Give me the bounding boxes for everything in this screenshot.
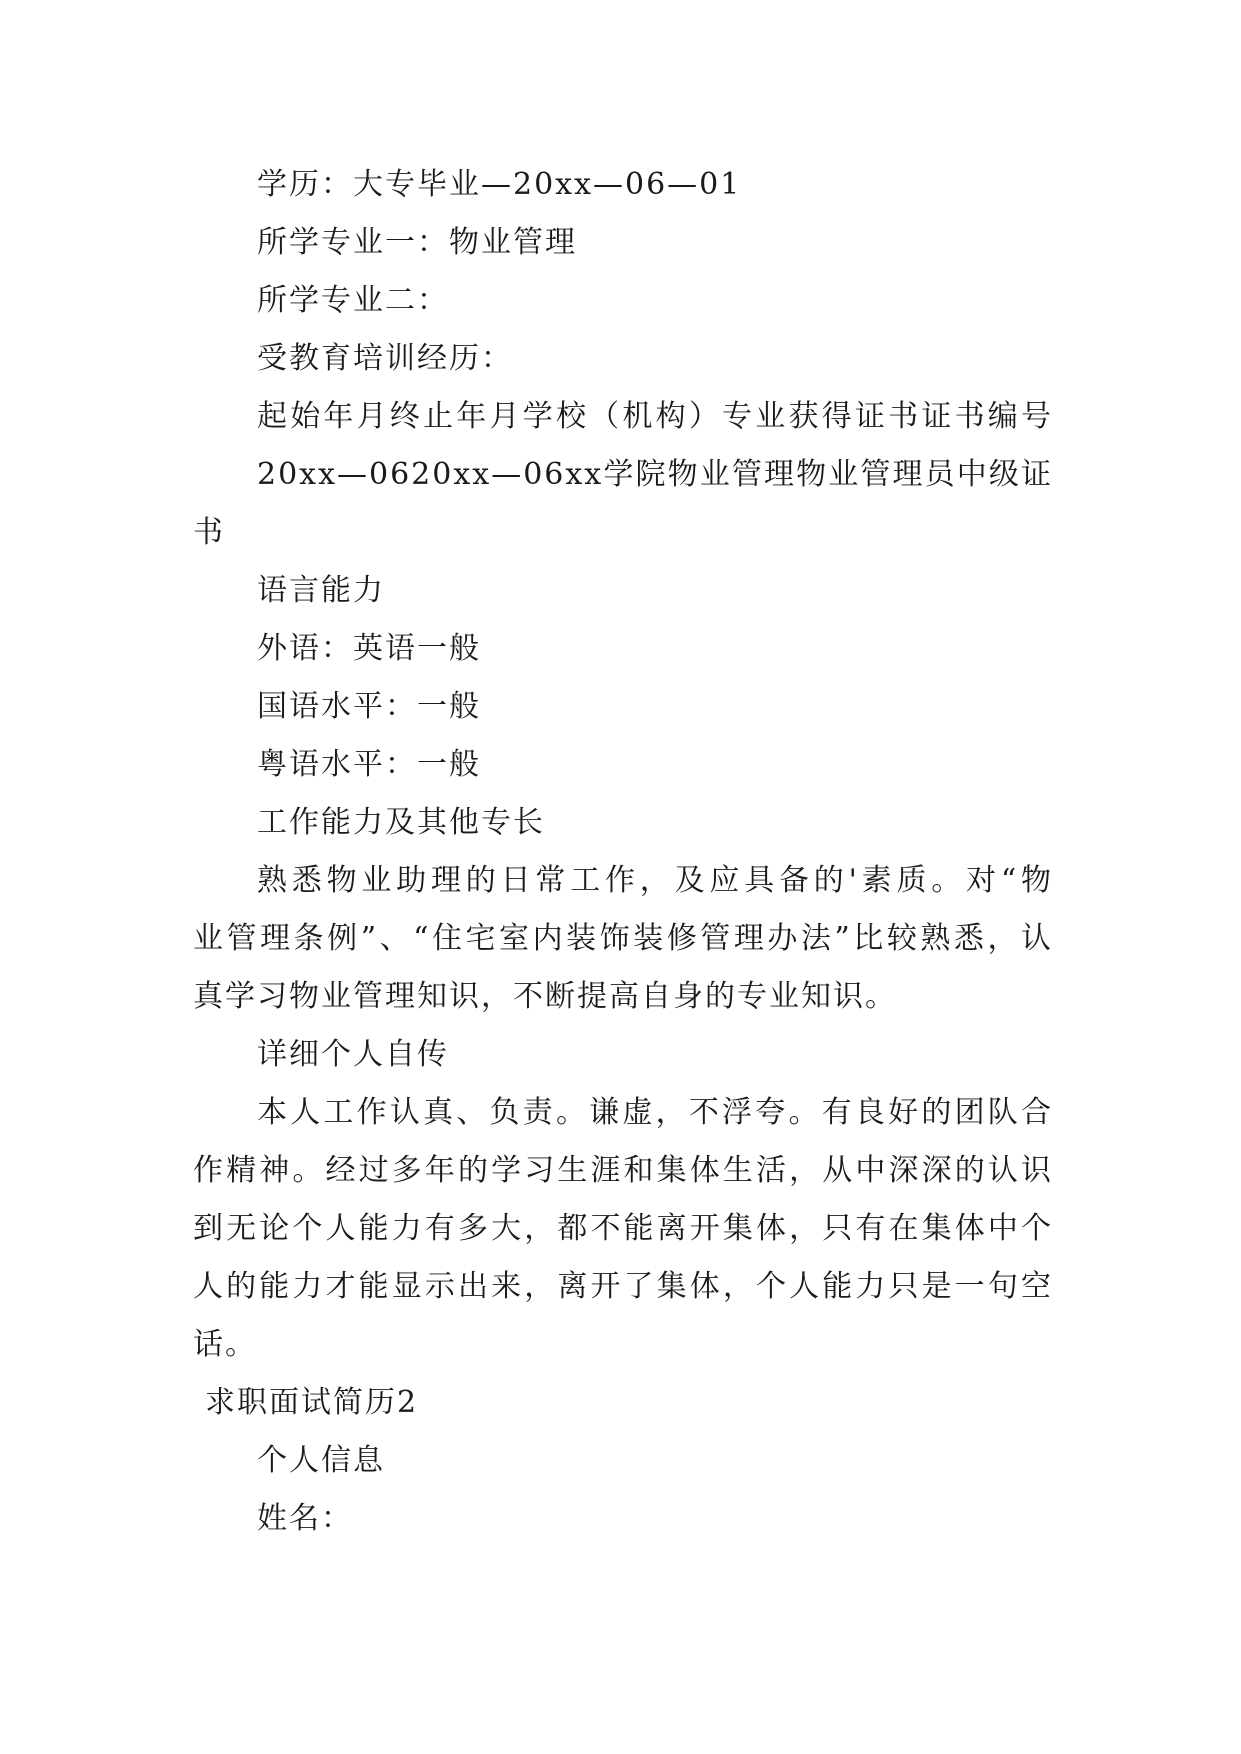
cantonese-level-line: 粤语水平：一般	[257, 747, 481, 782]
skills-paragraph-line: 真学习物业管理知识，不断提高自身的专业知识。	[193, 979, 897, 1014]
training-columns-line: 起始年月终止年月学校（机构）专业获得证书证书编号	[257, 399, 1053, 434]
training-heading: 受教育培训经历：	[257, 341, 513, 376]
autobiography-paragraph-line: 作精神。经过多年的学习生涯和集体生活，从中深深的认识	[193, 1153, 1053, 1188]
personal-info-heading: 个人信息	[257, 1443, 385, 1478]
language-ability-heading: 语言能力	[257, 573, 385, 608]
mandarin-level-line: 国语水平：一般	[257, 689, 481, 724]
foreign-language-line: 外语：英语一般	[257, 631, 481, 666]
autobiography-paragraph-line: 人的能力才能显示出来，离开了集体，个人能力只是一句空	[193, 1269, 1053, 1304]
education-line: 学历：大专毕业—20xx—06—01	[257, 167, 742, 202]
skills-paragraph-line: 业管理条例”、“住宅室内装饰装修管理办法”比较熟悉，认	[193, 921, 1053, 956]
skills-heading: 工作能力及其他专长	[257, 805, 545, 840]
major-one-line: 所学专业一：物业管理	[257, 225, 577, 260]
training-record-line: 20xx—0620xx—06xx学院物业管理物业管理员中级证	[257, 457, 1053, 492]
name-field-label: 姓名：	[257, 1501, 353, 1536]
autobiography-paragraph-line: 本人工作认真、负责。谦虚，不浮夸。有良好的团队合	[257, 1095, 1053, 1130]
major-two-line: 所学专业二：	[257, 283, 449, 318]
autobiography-heading: 详细个人自传	[257, 1037, 449, 1072]
skills-paragraph-line: 熟悉物业助理的日常工作，及应具备的'素质。对“物	[257, 863, 1053, 898]
autobiography-paragraph-line: 到无论个人能力有多大，都不能离开集体，只有在集体中个	[193, 1211, 1053, 1246]
training-record-continuation: 书	[193, 515, 225, 550]
autobiography-paragraph-line: 话。	[193, 1327, 257, 1362]
resume-2-title: 求职面试简历2	[205, 1385, 419, 1420]
